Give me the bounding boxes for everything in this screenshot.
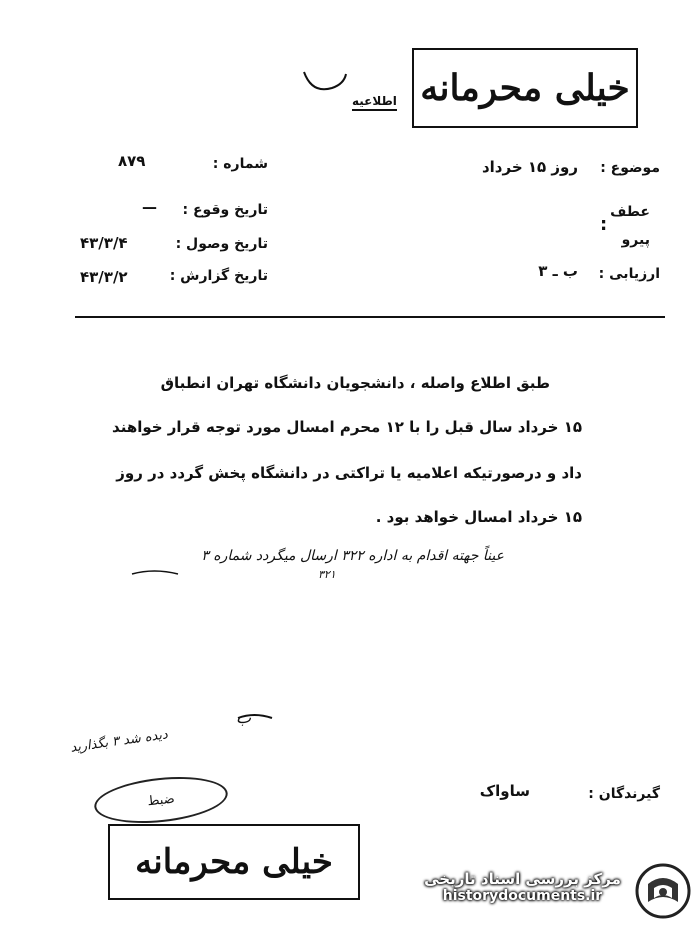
evaluation-value: ب ـ ۳: [538, 262, 578, 280]
report-date-value: ۴۳/۳/۲: [80, 268, 128, 286]
margin-note: دیده شد ۳ بگذارید: [69, 727, 169, 756]
ref-label: عطف: [610, 204, 650, 220]
bottom-stamp-text: خیلی محرمانه: [135, 842, 333, 882]
event-date-value: —: [142, 198, 157, 216]
report-date-label: تاریخ گزارش :: [169, 268, 268, 284]
subject-label: موضوع :: [600, 160, 660, 176]
body-line-3: داد و درصورتیکه اعلامیه یا تراکتی در دانشگاه پخش گردد در روز: [116, 464, 582, 482]
watermark-title: مرکز بررسی اسناد تاریخی: [424, 870, 621, 888]
recipients-value: ساواک: [479, 782, 530, 800]
stamp-flourish: [300, 66, 350, 96]
handwritten-note: عیناً جهته اقدام به اداره ۳۲۲ ارسال میگردد شماره ۳: [201, 548, 504, 564]
body-line-1: طبق اطلاع واصله ، دانشجویان دانشگاه تهران انطباق: [160, 374, 550, 392]
recipients-label: گیرندگان :: [588, 786, 660, 802]
oval-seal-text: ضبط: [146, 791, 176, 809]
top-confidential-stamp: [412, 48, 638, 128]
watermark-url: historydocuments.ir: [442, 888, 603, 904]
body-line-4: ۱۵ خرداد امسال خواهد بود .: [375, 508, 582, 526]
receipt-date-value: ۴۳/۳/۴: [80, 234, 128, 252]
ref-sub-label: پیرو: [621, 232, 650, 248]
initials-stroke: [236, 712, 276, 724]
body-line-2: ۱۵ خرداد سال قبل را با ۱۲ محرم امسال مورد توجه قرار خواهند: [112, 418, 582, 436]
handwritten-underline: [130, 566, 180, 580]
notice-label: اطلاعیه: [352, 94, 397, 111]
archive-logo-icon: [634, 862, 692, 920]
number-value: ۸۷۹: [118, 152, 146, 170]
number-label: شماره :: [212, 156, 268, 172]
handwritten-initials: ب: [236, 708, 252, 727]
ref-colon: :: [600, 214, 608, 235]
evaluation-label: ارزیابی :: [598, 266, 660, 282]
handwritten-fraction: ۳۲۱: [318, 568, 336, 581]
subject-value: روز ۱۵ خرداد: [481, 158, 578, 176]
top-stamp-text: خیلی محرمانه: [420, 67, 630, 109]
receipt-date-label: تاریخ وصول :: [175, 236, 268, 252]
watermark: [415, 870, 630, 904]
archive-oval-seal: [92, 771, 230, 829]
bottom-confidential-stamp: [108, 824, 360, 900]
header-divider: [75, 316, 665, 318]
event-date-label: تاریخ وقوع :: [182, 202, 268, 218]
